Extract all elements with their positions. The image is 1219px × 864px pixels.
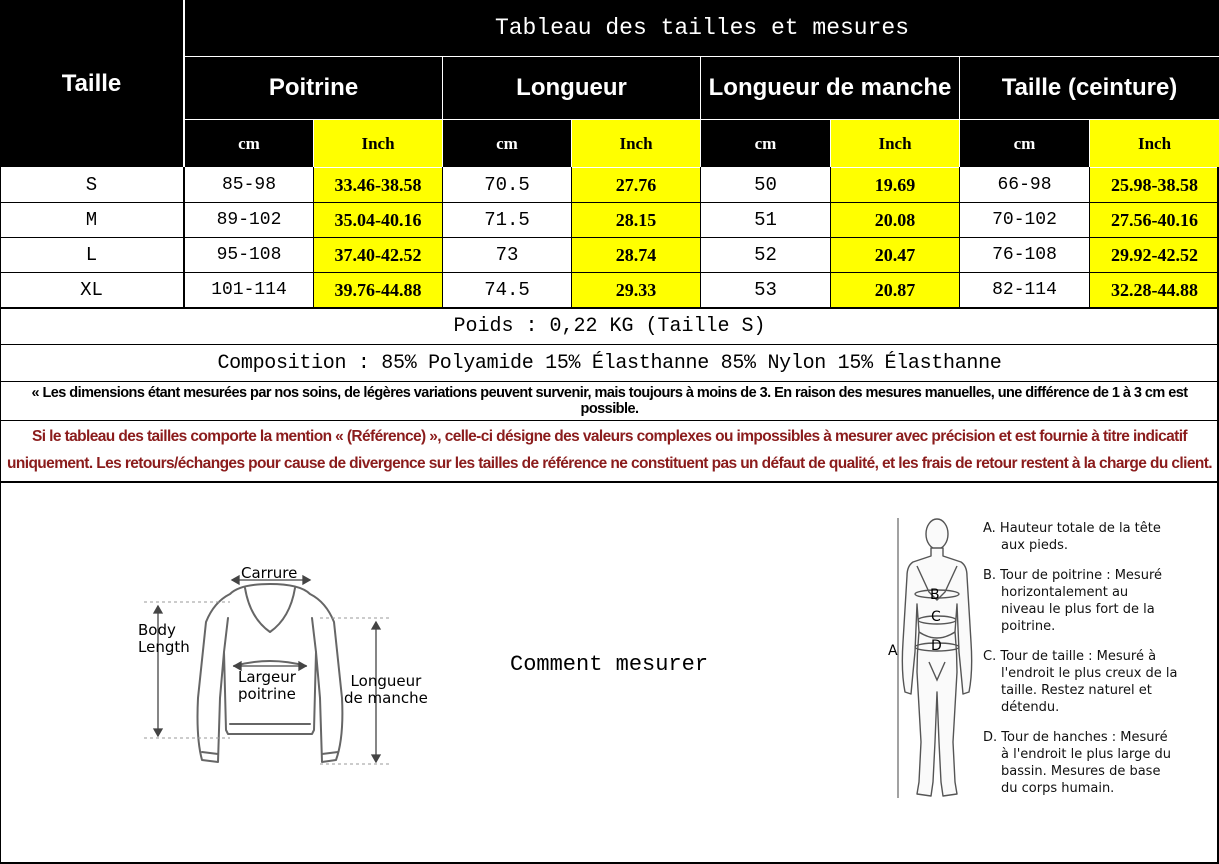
- header-divider: [185, 56, 1219, 57]
- size-cell: S: [85, 174, 98, 196]
- size-column-header: Taille: [61, 69, 122, 97]
- sleeve-cm-cell: 53: [754, 279, 777, 301]
- group-header-sleeve-length: Longueur de manche: [708, 74, 952, 101]
- group-header-chest: Poitrine: [268, 74, 359, 101]
- legend-item-c: [983, 648, 1213, 716]
- length-inch-cell: 27.76: [572, 168, 700, 202]
- label-body-length: [138, 622, 190, 656]
- chest-inch-cell: 37.40-42.52: [314, 238, 442, 272]
- header-divider: [959, 57, 960, 167]
- body-label-b: B: [930, 587, 940, 603]
- length-cm-cell: 70.5: [484, 174, 530, 196]
- label-shoulder: Carrure: [241, 564, 298, 582]
- chest-cm-cell: 101-114: [211, 280, 287, 300]
- body-label-c: C: [931, 609, 941, 625]
- header-divider: [442, 57, 443, 167]
- table-border: [0, 167, 1, 864]
- legend-item-d: [983, 729, 1213, 797]
- column-divider: [183, 167, 185, 308]
- unit-header-cm: cm: [1013, 133, 1036, 153]
- legend-b-line4: poitrine.: [1001, 619, 1056, 634]
- waist-cm-cell: 82-114: [992, 280, 1057, 300]
- table-title: Tableau des tailles et mesures: [494, 15, 910, 41]
- header-divider: [185, 119, 1219, 120]
- unit-header-inch: Inch: [1090, 120, 1219, 167]
- unit-header-cm: cm: [496, 133, 518, 153]
- chest-inch-cell: 39.76-44.88: [314, 273, 442, 307]
- legend-a-line2: aux pieds.: [1001, 538, 1069, 553]
- length-inch-cell: 28.15: [572, 203, 700, 237]
- body-label-d: D: [931, 638, 942, 654]
- chest-cm-cell: 85-98: [221, 175, 276, 195]
- body-figure: [895, 512, 980, 812]
- row-divider: [0, 420, 1219, 421]
- label-sleeve-length: [344, 673, 428, 707]
- legend-a-line1: A. Hauteur totale de la tête: [983, 521, 1161, 536]
- unit-header-inch: Inch: [572, 120, 700, 167]
- legend-c-line3: taille. Restez naturel et: [1001, 683, 1152, 698]
- length-cm-cell: 71.5: [484, 209, 530, 231]
- sleeve-cm-cell: 51: [754, 209, 777, 231]
- length-inch-cell: 28.74: [572, 238, 700, 272]
- header-divider: [183, 0, 185, 167]
- header-divider: [700, 57, 701, 167]
- column-divider: [442, 167, 443, 308]
- legend-d-line4: du corps humain.: [1001, 781, 1115, 796]
- legend-b-line1: B. Tour de poitrine : Mesuré: [983, 568, 1163, 583]
- length-cm-cell: 73: [495, 244, 519, 266]
- label-body-length-line1: Body: [138, 621, 176, 639]
- header-divider: [313, 120, 314, 167]
- unit-header-inch: Inch: [831, 120, 959, 167]
- chest-inch-cell: 33.46-38.58: [314, 168, 442, 202]
- legend-item-a: [983, 520, 1213, 554]
- unit-header-cm: cm: [238, 133, 260, 153]
- column-divider: [959, 167, 960, 308]
- legend-d-line2: à l'endroit le plus large du: [1001, 747, 1171, 762]
- group-header-length: Longueur: [516, 74, 627, 101]
- length-inch-cell: 29.33: [572, 273, 700, 307]
- legend-d-line1: D. Tour de hanches : Mesuré: [983, 730, 1168, 745]
- row-divider: [0, 481, 1219, 483]
- size-cell: L: [85, 244, 98, 266]
- label-chest-width-line1: Largeur: [238, 668, 296, 686]
- label-chest-width-line2: poitrine: [238, 685, 296, 703]
- waist-inch-cell: 27.56-40.16: [1090, 203, 1219, 237]
- sleeve-inch-cell: 20.08: [831, 203, 959, 237]
- reference-note-line2: uniquement. Les retours/échanges pour cause de divergence sur les tailles de référence ne constituent pas un défaut de qualité, et les frais de retour restent à la charge du client.: [7, 455, 1212, 472]
- waist-inch-cell: 32.28-44.88: [1090, 273, 1219, 307]
- label-body-length-line2: Length: [138, 638, 190, 656]
- group-header-waist: Taille (ceinture): [1001, 74, 1178, 101]
- column-divider: [830, 167, 831, 308]
- size-cell: XL: [80, 279, 103, 301]
- waist-cm-cell: 66-98: [997, 175, 1052, 195]
- chest-cm-cell: 89-102: [216, 210, 282, 230]
- waist-inch-cell: 29.92-42.52: [1090, 238, 1219, 272]
- body-label-a: A: [888, 643, 898, 659]
- waist-cm-cell: 70-102: [992, 210, 1057, 230]
- length-cm-cell: 74.5: [484, 279, 530, 301]
- measurement-legend: [983, 520, 1213, 810]
- sleeve-cm-cell: 50: [754, 174, 777, 196]
- header-divider: [830, 120, 831, 167]
- legend-d-line3: bassin. Mesures de base: [1001, 764, 1161, 779]
- column-divider: [700, 167, 701, 308]
- legend-c-line4: détendu.: [1001, 700, 1060, 715]
- legend-c-line1: C. Tour de taille : Mesuré à: [983, 649, 1157, 664]
- legend-item-b: [983, 567, 1213, 635]
- label-chest-width: [238, 669, 296, 703]
- weight-info: Poids : 0,22 KG (Taille S): [453, 315, 766, 338]
- chest-cm-cell: 95-108: [216, 245, 282, 265]
- composition-info: Composition : 85% Polyamide 15% Élasthanne 85% Nylon 15% Élasthanne: [217, 351, 1002, 375]
- garment-diagram: [130, 548, 410, 778]
- sleeve-inch-cell: 20.87: [831, 273, 959, 307]
- header-divider: [1089, 120, 1090, 167]
- how-to-measure-title: Comment mesurer: [510, 652, 709, 677]
- waist-inch-cell: 25.98-38.58: [1090, 168, 1219, 202]
- column-divider: [1089, 167, 1090, 308]
- sleeve-inch-cell: 20.47: [831, 238, 959, 272]
- label-sleeve-length-line1: Longueur: [350, 672, 422, 690]
- legend-b-line2: horizontalement au: [1001, 585, 1129, 600]
- unit-header-cm: cm: [754, 133, 777, 153]
- chest-inch-cell: 35.04-40.16: [314, 203, 442, 237]
- sleeve-inch-cell: 19.69: [831, 168, 959, 202]
- legend-b-line3: niveau le plus fort de la: [1001, 602, 1155, 617]
- waist-cm-cell: 76-108: [992, 245, 1057, 265]
- unit-header-inch: Inch: [314, 120, 442, 167]
- size-cell: M: [85, 209, 98, 231]
- measurement-note: « Les dimensions étant mesurées par nos soins, de légères variations peuvent survenir, mais toujours à moins de 3. En raison des mesures manuelles, une différence de 1 à 3 cm est possible.: [31, 385, 1188, 417]
- legend-c-line2: l'endroit le plus creux de la: [1001, 666, 1178, 681]
- column-divider: [571, 167, 572, 308]
- header-divider: [571, 120, 572, 167]
- column-divider: [313, 167, 314, 308]
- sleeve-cm-cell: 52: [754, 244, 777, 266]
- label-sleeve-length-line2: de manche: [344, 689, 428, 707]
- reference-note-line1: Si le tableau des tailles comporte la mention « (Référence) », celle-ci désigne des valeurs complexes ou impossibles à mesurer avec précision et est fournie à titre indicatif: [31, 428, 1187, 445]
